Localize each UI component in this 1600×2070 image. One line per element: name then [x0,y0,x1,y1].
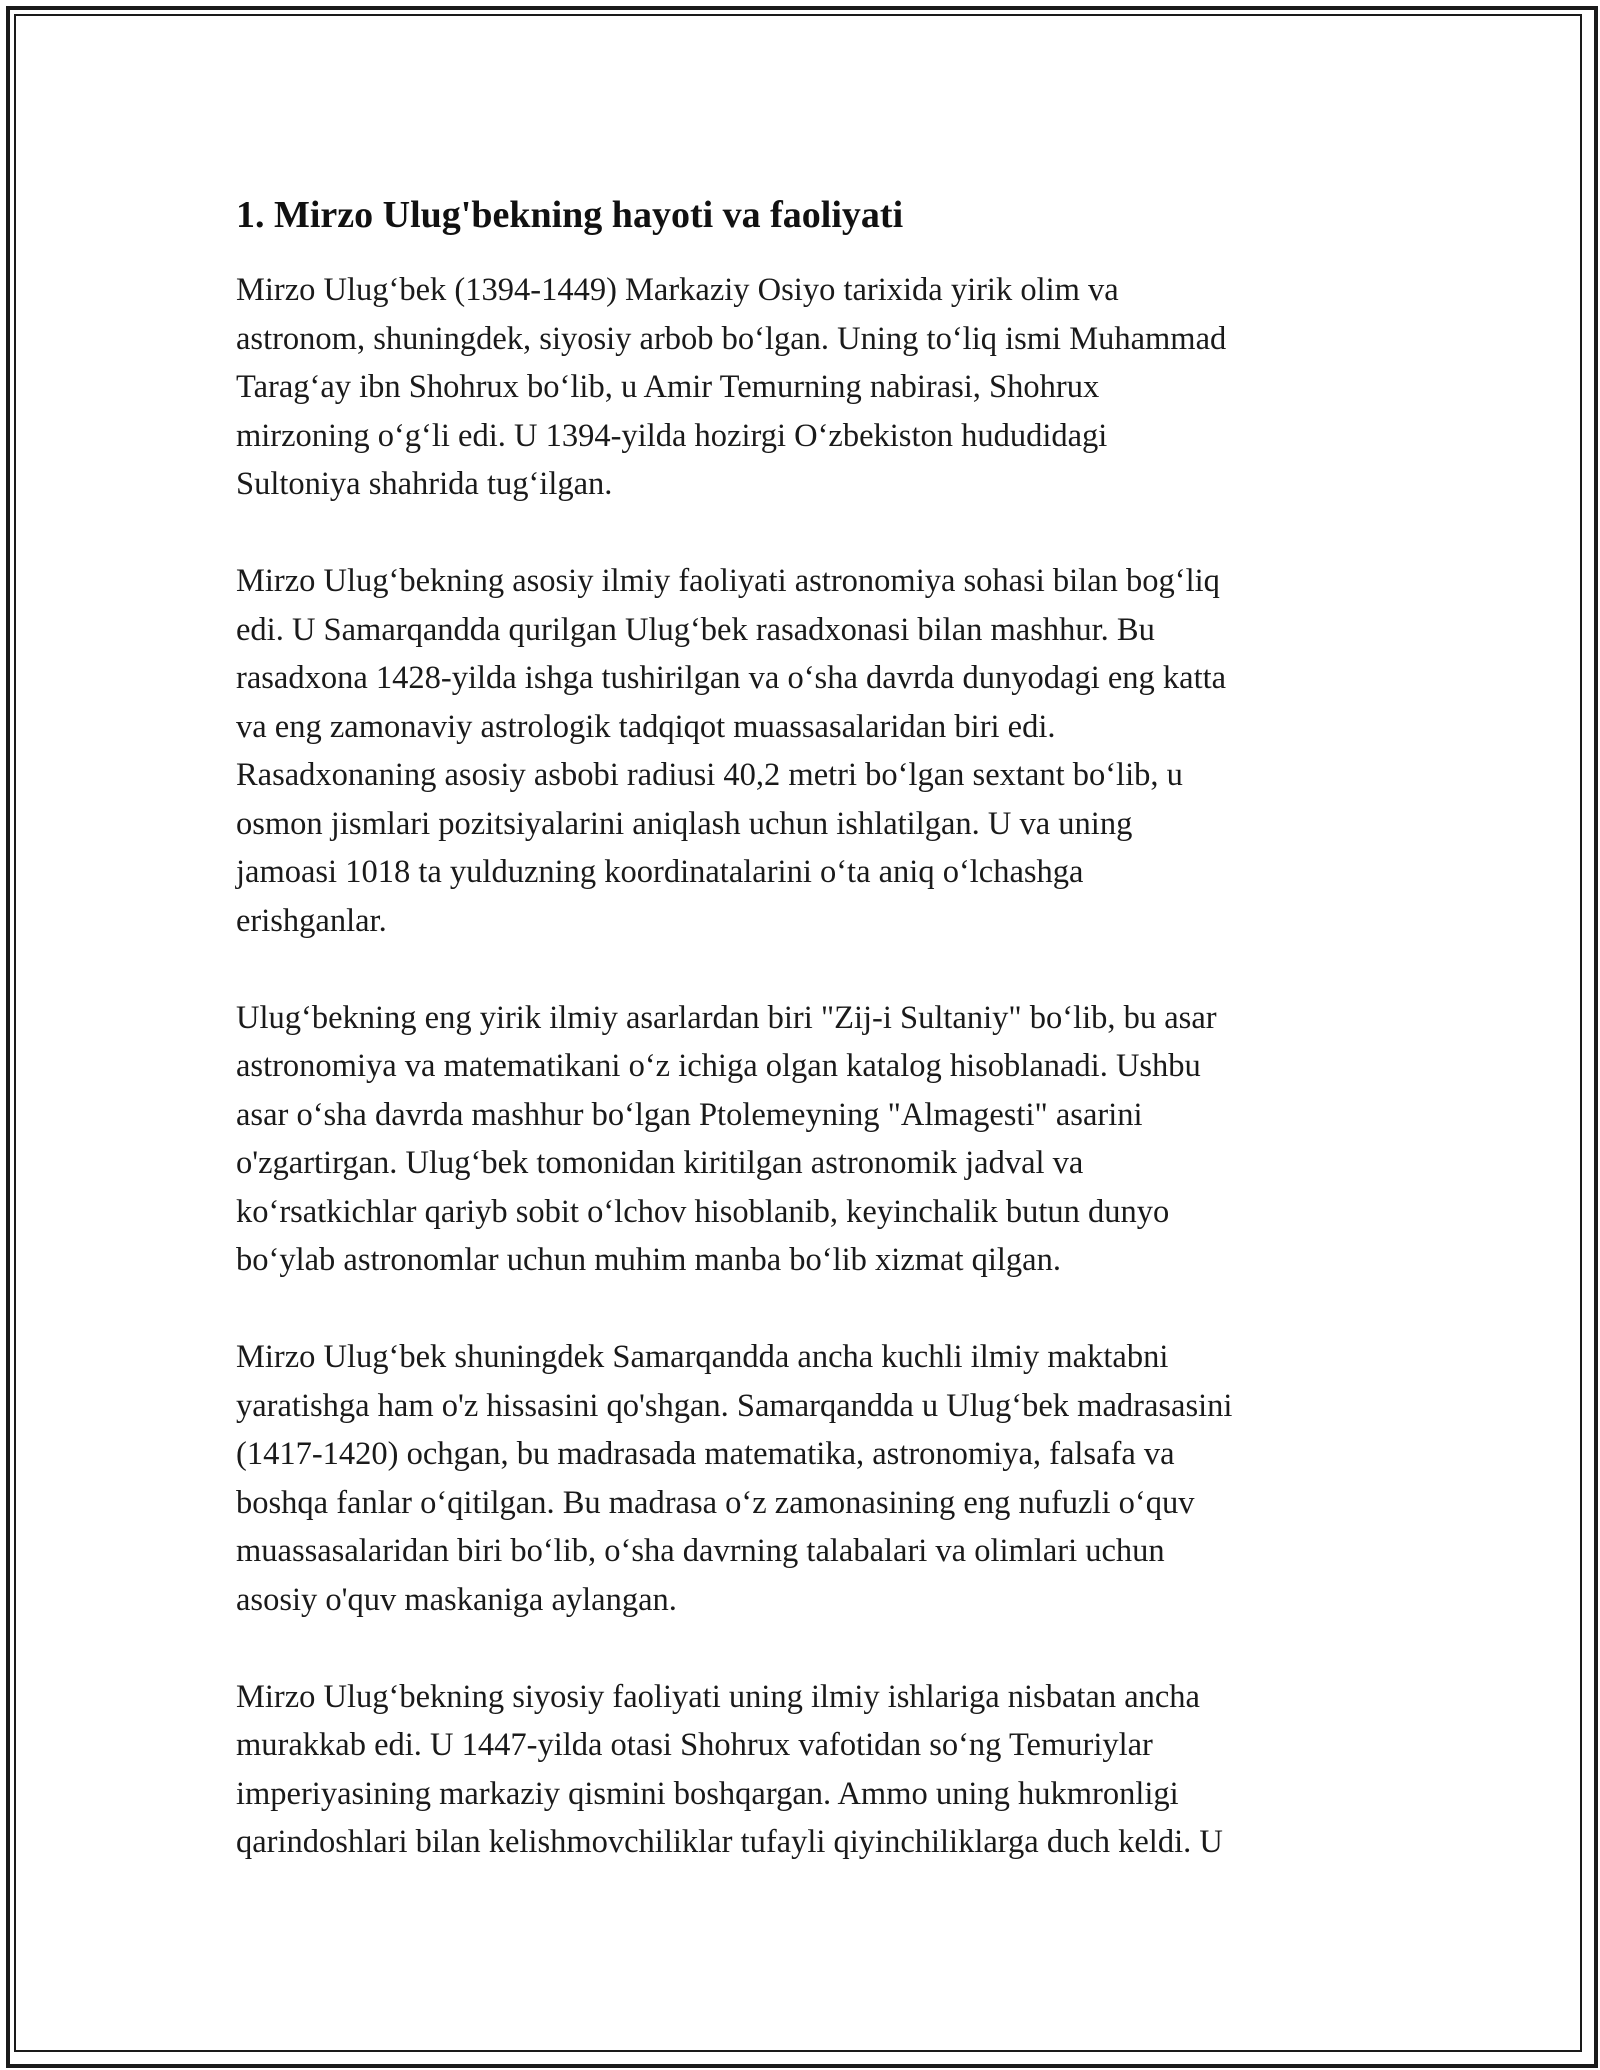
text-line: (1417-1420) ochgan, bu madrasada matematika, astronomiya, falsafa va [236,1436,1175,1472]
text-line: erishganlar. [236,902,387,939]
text-line: rasadxona 1428-yilda ishga tushirilgan va o‘sha davrda dunyodagi eng katta [236,660,1227,696]
text-line: bo‘ylab astronomlar uchun muhim manba bo‘lib xizmat qilgan. [236,1242,1061,1278]
text-line: o'zgartirgan. Ulug‘bek tomonidan kiritilgan astronomik jadval va [236,1145,1084,1181]
text-line: astronom, shuningdek, siyosiy arbob bo‘lgan. Uning to‘liq ismi Muhammad [236,320,1227,357]
text-line: jamoasi 1018 ta yulduzning koordinatalarini o‘ta aniq o‘lchashga [236,854,1084,890]
text-line: va eng zamonaviy astrologik tadqiqot muassasalaridan biri edi. [236,708,1056,745]
text-line: Mirzo Ulug‘bekning siyosiy faoliyati uning ilmiy ishlariga nisbatan ancha [236,1678,1200,1715]
text-line: Tarag‘ay ibn Shohrux bo‘lib, u Amir Temurning nabirasi, Shohrux [236,369,1100,405]
text-line: yaratishga ham o'z hissasini qo'shgan. Samarqandda u Ulug‘bek madrasasini [236,1387,1233,1424]
text-line: boshqa fanlar o‘qitilgan. Bu madrasa o‘z zamonasining eng nufuzli o‘quv [236,1484,1195,1521]
text-line: asar o‘sha davrda mashhur bo‘lgan Ptolemeyning "Almagesti" asarini [236,1096,1143,1133]
text-line: Sultoniya shahrida tug‘ilgan. [236,466,613,502]
paragraph [236,266,1366,509]
paragraph [236,994,1366,1285]
text-line: osmon jismlari pozitsiyalarini aniqlash uchun ishlatilgan. U va uning [236,805,1133,842]
paragraph [236,557,1366,945]
text-line: mirzoning o‘g‘li edi. U 1394-yilda hozirgi O‘zbekiston hududidagi [236,417,1108,454]
text-line: imperiyasining markaziy qismini boshqargan. Ammo uning hukmronligi [236,1775,1179,1812]
text-line: Mirzo Ulug‘bek shuningdek Samarqandda ancha kuchli ilmiy maktabni [236,1339,1169,1375]
text-line: edi. U Samarqandda qurilgan Ulug‘bek rasadxonasi bilan mashhur. Bu [236,611,1155,648]
text-line: asosiy o'quv maskaniga aylangan. [236,1581,677,1618]
paragraph-list [236,266,1366,1867]
text-line: Mirzo Ulug‘bek (1394-1449) Markaziy Osiyo tarixida yirik olim va [236,272,1119,308]
text-line: Rasadxonaning asosiy asbobi radiusi 40,2 metri bo‘lgan sextant bo‘lib, u [236,757,1183,793]
text-line: Mirzo Ulug‘bekning asosiy ilmiy faoliyati astronomiya sohasi bilan bog‘liq [236,563,1220,599]
text-line: qarindoshlari bilan kelishmovchiliklar tufayli qiyinchiliklarga duch keldi. U [236,1824,1223,1860]
text-line: ko‘rsatkichlar qariyb sobit o‘lchov hisoblanib, keyinchalik butun dunyo [236,1193,1170,1230]
paragraph [236,1673,1366,1867]
text-line: astronomiya va matematikani o‘z ichiga olgan katalog hisoblanadi. Ushbu [236,1048,1201,1084]
text-line: murakkab edi. U 1447-yilda otasi Shohrux vafotidan so‘ng Temuriylar [236,1727,1153,1763]
document-body [236,190,1366,1915]
paragraph [236,1333,1366,1624]
section-heading: 1. Mirzo Ulug'bekning hayoti va faoliyati [236,194,904,236]
text-line: Ulug‘bekning eng yirik ilmiy asarlardan biri "Zij-i Sultaniy" bo‘lib, bu asar [236,999,1217,1036]
text-line: muassasalaridan biri bo‘lib, o‘sha davrning talabalari va olimlari uchun [236,1533,1165,1569]
